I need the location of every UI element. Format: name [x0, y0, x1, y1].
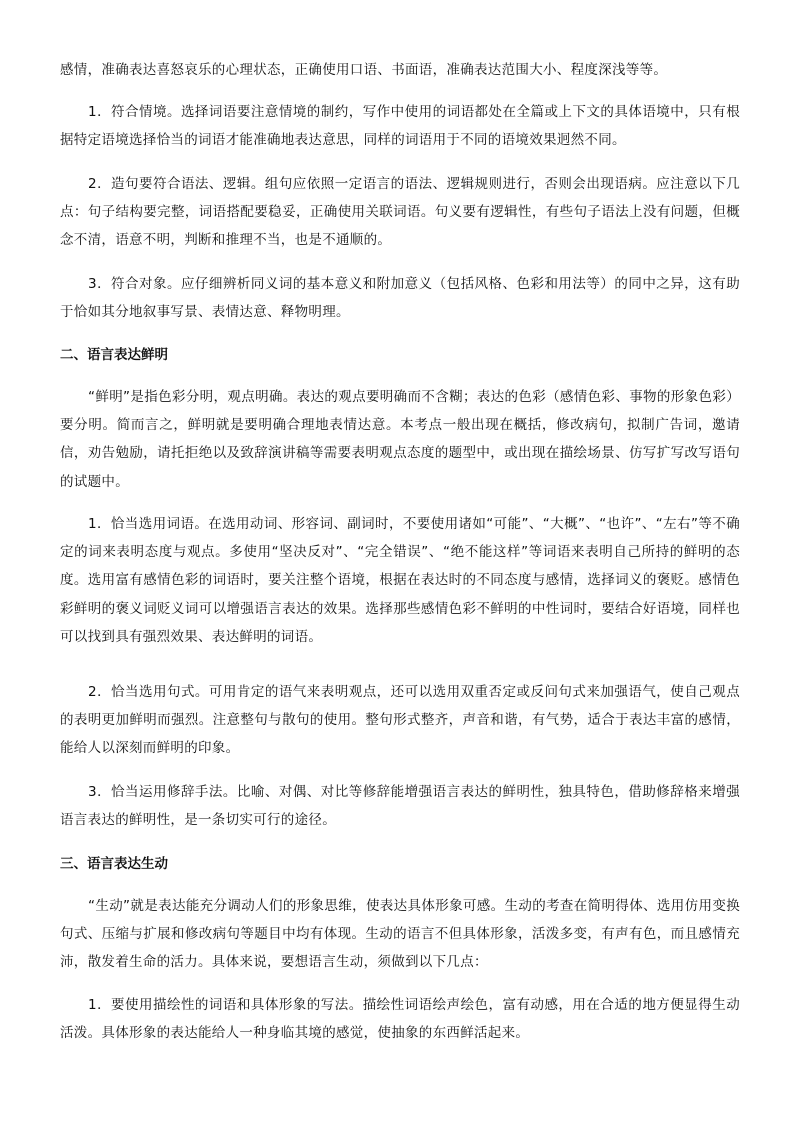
paragraph-clarity-point-1: 1．恰当选用词语。在选用动词、形容词、副词时，不要使用诸如“可能”、“大概”、“也许”、“左右”等不确定的词来表明态度与观点。多使用“坚决反对”、“完全错误”、“绝不能这样”等词语来表明自己所持的鲜明的态度。选用富有感情色彩的词语时，要关注整个语境，根据在表达时的不同态度与感情，选择词义的褒贬。感情色彩鲜明的褒义词贬义词可以增强语言表达的效果。选择那些感情色彩不鲜明的中性词时，要结合好语境，同样也可以找到具有强烈效果、表达鲜明的词语。	[60, 516, 740, 645]
section-heading-liveliness: 三、语言表达生动	[60, 856, 168, 872]
paragraph-liveliness-definition: “生动”就是表达能充分调动人们的形象思维，使表达具体形象可感。生动的考查在简明得体、选用仿用变换句式、压缩与扩展和修改病句等题目中均有体现。生动的语言不但具体形象，活泼多变，有声有色，而且感情充沛，散发着生命的活力。具体来说，要想语言生动，须做到以下几点：	[60, 898, 740, 971]
section-heading-vivid-clarity: 二、语言表达鲜明	[60, 347, 168, 363]
paragraph-intro: 感情，准确表达喜怒哀乐的心理状态，正确使用口语、书面语，准确表达范围大小、程度深浅等等。	[60, 62, 668, 78]
paragraph-liveliness-point-1: 1．要使用描绘性的词语和具体形象的写法。描绘性词语绘声绘色，富有动感，用在合适的地方便显得生动活泼。具体形象的表达能给人一种身临其境的感觉，使抽象的东西鲜活起来。	[60, 997, 740, 1042]
paragraph-point-2-grammar: 2．造句要符合语法、逻辑。组句应依照一定语言的语法、逻辑规则进行，否则会出现语病。应注意以下几点：句子结构要完整，词语搭配要稳妥，正确使用关联词语。句义要有逻辑性，有些句子语法上没有问题，但概念不清，语意不明，判断和推理不当，也是不通顺的。	[60, 176, 740, 249]
paragraph-point-3-audience: 3．符合对象。应仔细辨析同义词的基本意义和附加意义（包括风格、色彩和用法等）的同中之异，这有助于恰如其分地叙事写景、表情达意、释物明理。	[60, 276, 740, 321]
paragraph-clarity-point-3: 3．恰当运用修辞手法。比喻、对偶、对比等修辞能增强语言表达的鲜明性，独具特色，借助修辞格来增强语言表达的鲜明性，是一条切实可行的途径。	[60, 784, 740, 829]
paragraph-clarity-point-2: 2．恰当选用句式。可用肯定的语气来表明观点，还可以选用双重否定或反问句式来加强语气，使自己观点的表明更加鲜明而强烈。注意整句与散句的使用。整句形式整齐，声音和谐，有气势，适合于表达丰富的感情，能给人以深刻而鲜明的印象。	[60, 684, 740, 757]
paragraph-clarity-definition: “鲜明”是指色彩分明，观点明确。表达的观点要明确而不含糊；表达的色彩（感情色彩、事物的形象色彩）要分明。简而言之，鲜明就是要明确合理地表情达意。本考点一般出现在概括，修改病句，拟制广告词，邀请信，劝告勉励，请托拒绝以及致辞演讲稿等需要表明观点态度的题型中，或出现在描绘场景、仿写扩写改写语句的试题中。	[60, 389, 740, 490]
paragraph-point-1-context: 1．符合情境。选择词语要注意情境的制约，写作中使用的词语都处在全篇或上下文的具体语境中，只有根据特定语境选择恰当的词语才能准确地表达意思，同样的词语用于不同的语境效果迥然不同。	[60, 104, 740, 149]
